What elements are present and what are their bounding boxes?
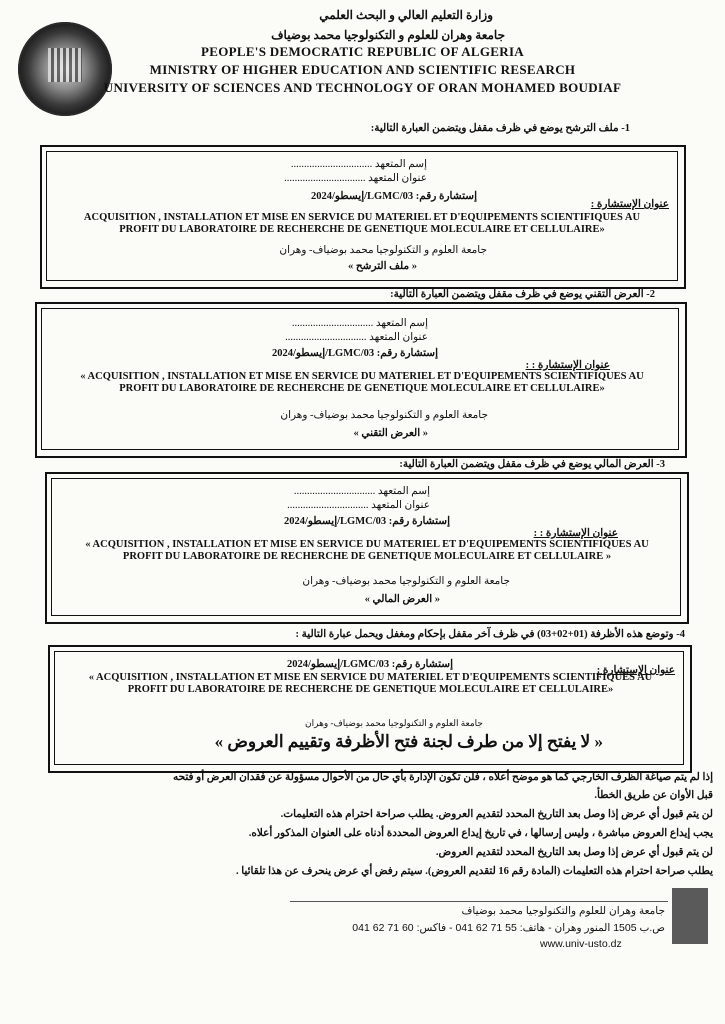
note-1: إذا لم يتم صياغة الظرف الخارجي كما هو موضح أعلاه ، فلن تكون الإدارة بأي حال من الأحوال مسؤولة عن فقدان العرض أو فتحه (172, 772, 713, 783)
section-1-heading: 1- ملف الترشح يوضع في ظرف مقفل ويتضمن العبارة التالية: (370, 123, 630, 134)
section-4-box (48, 645, 692, 773)
bidder-address: عنوان المتعهد ............................... (287, 500, 430, 511)
bidder-name: إسم المتعهد ............................... (291, 318, 428, 329)
section-3-heading: 3- العرض المالي يوضع في ظرف مقفل ويتضمن العبارة التالية: (399, 459, 665, 470)
section-2-heading: 2- العرض التقني يوضع في ظرف مقفل ويتضمن العبارة التالية: (390, 289, 655, 300)
header-country: PEOPLE'S DEMOCRATIC REPUBLIC OF ALGERIA (200, 44, 524, 59)
header-arabic-ministry: وزارة التعليم العالي و البحث العلمي (319, 8, 493, 22)
univ-line: جامعة العلوم و التكنولوجيا محمد بوضياف- وهران (302, 576, 510, 587)
consult-title: « ACQUISITION , INSTALLATION ET MISE EN SERVICE DU MATERIEL ET D'EQUIPEMENTS SCIENTIFIQUES AU PROFIT DU LABORATOIRE DE RECHERCHE DE GENETIQUE MOLECULAIRE ET CELLULAIRE » (85, 539, 649, 562)
univ-line: جامعة العلوم و التكنولوجيا محمد بوضياف- وهران (279, 245, 487, 256)
footer-divider (290, 901, 668, 902)
footer-address: ص.ب 1505 المنور وهران - هاتف: 55 71 62 041 - فاكس: 60 71 62 041 (352, 922, 665, 934)
consult-label: عنوان الإستشارة : : (525, 360, 610, 371)
section-2-box (35, 302, 687, 458)
consult-ref: إستشارة رقم: 03/LGMC/إيسطو/2024 (271, 348, 438, 359)
consult-ref: إستشارة رقم: 03/LGMC/إيسطو/2024 (286, 659, 453, 670)
consult-label: عنوان الإستشارة : (590, 199, 669, 210)
note-5: لن يتم قبول أي عرض إذا وصل بعد التاريخ المحدد لتقديم العروض. (435, 847, 713, 858)
header-university: UNIVERSITY OF SCIENCES AND TECHNOLOGY OF ORAN MOHAMED BOUDIAF (103, 80, 622, 95)
envelope-label: « العرض التقني » (353, 428, 428, 439)
envelope-label: « لا يفتح إلا من طرف لجنة فتح الأظرفة وتقييم العروض » (214, 732, 603, 751)
consult-ref: إستشارة رقم: 03/LGMC/إيسطو/2024 (310, 191, 477, 202)
envelope-label: « العرض المالي » (364, 594, 440, 605)
envelope-label: « ملف الترشح » (348, 261, 417, 272)
consult-label: عنوان الإستشارة : (596, 665, 675, 676)
bidder-address: عنوان المتعهد ............................... (284, 173, 427, 184)
bidder-name: إسم المتعهد ............................... (290, 159, 427, 170)
header-arabic-university: جامعة وهران للعلوم و التكنولوجيا محمد بوضياف (271, 28, 505, 42)
footer-website[interactable]: www.univ-usto.dz (540, 938, 622, 950)
header-ministry: MINISTRY OF HIGHER EDUCATION AND SCIENTIFIC RESEARCH (149, 62, 576, 77)
section-1-box (40, 145, 686, 289)
consult-title: ACQUISITION , INSTALLATION ET MISE EN SERVICE DU MATERIEL ET D'EQUIPEMENTS SCIENTIFIQUES AU PROFIT DU LABORATOIRE DE RECHERCHE DE GENETIQUE MOLECULAIRE ET CELLULAIRE» (83, 212, 641, 235)
note-4: يجب إيداع العروض مباشرة ، وليس إرسالها ، في تاريخ إيداع العروض المحددة أدناه على العنوان المذكور أعلاه. (248, 828, 713, 839)
note-2: قبل الأوان عن طريق الخطأ. (594, 790, 713, 801)
footer-logo (672, 888, 708, 944)
univ-line: جامعة العلوم و التكنولوجيا محمد بوضياف- وهران (305, 718, 483, 728)
consult-ref: إستشارة رقم: 03/LGMC/إيسطو/2024 (283, 516, 450, 527)
consult-title: « ACQUISITION , INSTALLATION ET MISE EN SERVICE DU MATERIEL ET D'EQUIPEMENTS SCIENTIFIQUES AU PROFIT DU LABORATOIRE DE RECHERCHE DE GENETIQUE MOLECULAIRE ET CELLULAIRE» (80, 371, 644, 394)
footer-university: جامعة وهران للعلوم والتكنولوجيا محمد بوضياف (461, 905, 665, 917)
note-6: يطلب صراحة احترام هذه التعليمات (المادة رقم 16 لتقديم العروض). سيتم رفض أي عرض ينحرف عن هذا تلقائيا . (236, 866, 713, 877)
section-4-heading: 4- وتوضع هذه الأظرفة (01+02+03) في ظرف آخر مقفل بإحكام ومغفل ويحمل عبارة التالية : (295, 629, 685, 640)
bidder-name: إسم المتعهد ............................... (293, 486, 430, 497)
note-3: لن يتم قبول أي عرض إذا وصل بعد التاريخ المحدد لتقديم العروض. يطلب صراحة احترام هذه التعليمات. (280, 809, 713, 820)
section-3-box (45, 472, 689, 624)
consult-title: « ACQUISITION , INSTALLATION ET MISE EN SERVICE DU MATERIEL ET D'EQUIPEMENTS SCIENTIFIQUES AU PROFIT DU LABORATOIRE DE RECHERCHE DE GENETIQUE MOLECULAIRE ET CELLULAIRE» (88, 672, 653, 695)
univ-line: جامعة العلوم و التكنولوجيا محمد بوضياف- وهران (280, 410, 488, 421)
consult-label: عنوان الإستشارة : : (533, 528, 618, 539)
bidder-address: عنوان المتعهد ............................... (285, 332, 428, 343)
